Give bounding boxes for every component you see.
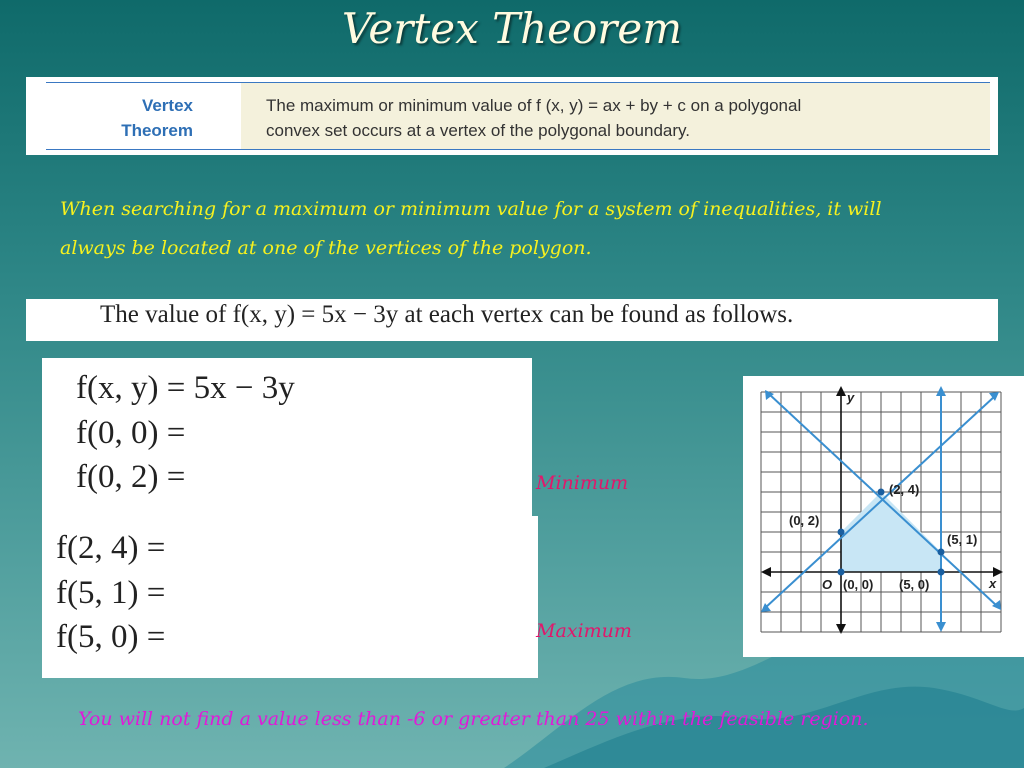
equation-f51: f(5, 1) = [56, 575, 166, 611]
intro-line1: When searching for a maximum or minimum value for a system of inequalities, it will [60, 198, 882, 220]
graph-box [743, 376, 1024, 657]
theorem-box [26, 77, 998, 155]
y-axis-arrow-up [836, 386, 846, 396]
x-axis-label: x [989, 576, 997, 591]
feasible-region-graph [743, 376, 1024, 657]
value-statement-box [26, 299, 998, 341]
theorem-label-line2: Theorem [121, 121, 193, 140]
origin-label: O [822, 577, 833, 592]
boundary-arrow [936, 386, 946, 396]
theorem-label-line1: Vertex [141, 96, 193, 115]
calc-box-bottom [42, 516, 538, 678]
equation-function: f(x, y) = 5x − 3y [76, 370, 295, 406]
intro-text [60, 190, 940, 268]
theorem-label [46, 83, 241, 149]
calc-box-top [42, 358, 532, 516]
theorem-text-line1: The maximum or minimum value of f (x, y) = ax + by + c on a polygonal [266, 96, 802, 115]
x-axis-arrow-left [761, 567, 771, 577]
slide-title: Vertex Theorem [341, 4, 683, 53]
minimum-label: Minimum [536, 472, 629, 494]
boundary-arrow [936, 622, 946, 632]
point-label-5-1: (5, 1) [947, 532, 978, 547]
footer-note: You will not find a value less than -6 or greater than 25 within the feasible region. [78, 708, 869, 730]
equation-f00: f(0, 0) = [76, 415, 186, 451]
point-label-2-4: (2, 4) [889, 482, 920, 497]
intro-line2: always be located at one of the vertices of the polygon. [60, 237, 592, 259]
point-label-0-0: (0, 0) [843, 577, 874, 592]
y-axis-label: y [847, 390, 855, 405]
equation-f50: f(5, 0) = [56, 619, 166, 655]
equation-f02: f(0, 2) = [76, 459, 186, 495]
theorem-text-line2: convex set occurs at a vertex of the polygonal boundary. [266, 121, 690, 140]
maximum-label: Maximum [536, 620, 632, 642]
theorem-text [266, 93, 976, 143]
theorem-panel [46, 82, 990, 150]
point-label-0-2: (0, 2) [789, 513, 820, 528]
value-statement: The value of f(x, y) = 5x − 3y at each vertex can be found as follows. [100, 301, 794, 328]
equation-f24: f(2, 4) = [56, 530, 166, 566]
point-label-5-0: (5, 0) [899, 577, 930, 592]
